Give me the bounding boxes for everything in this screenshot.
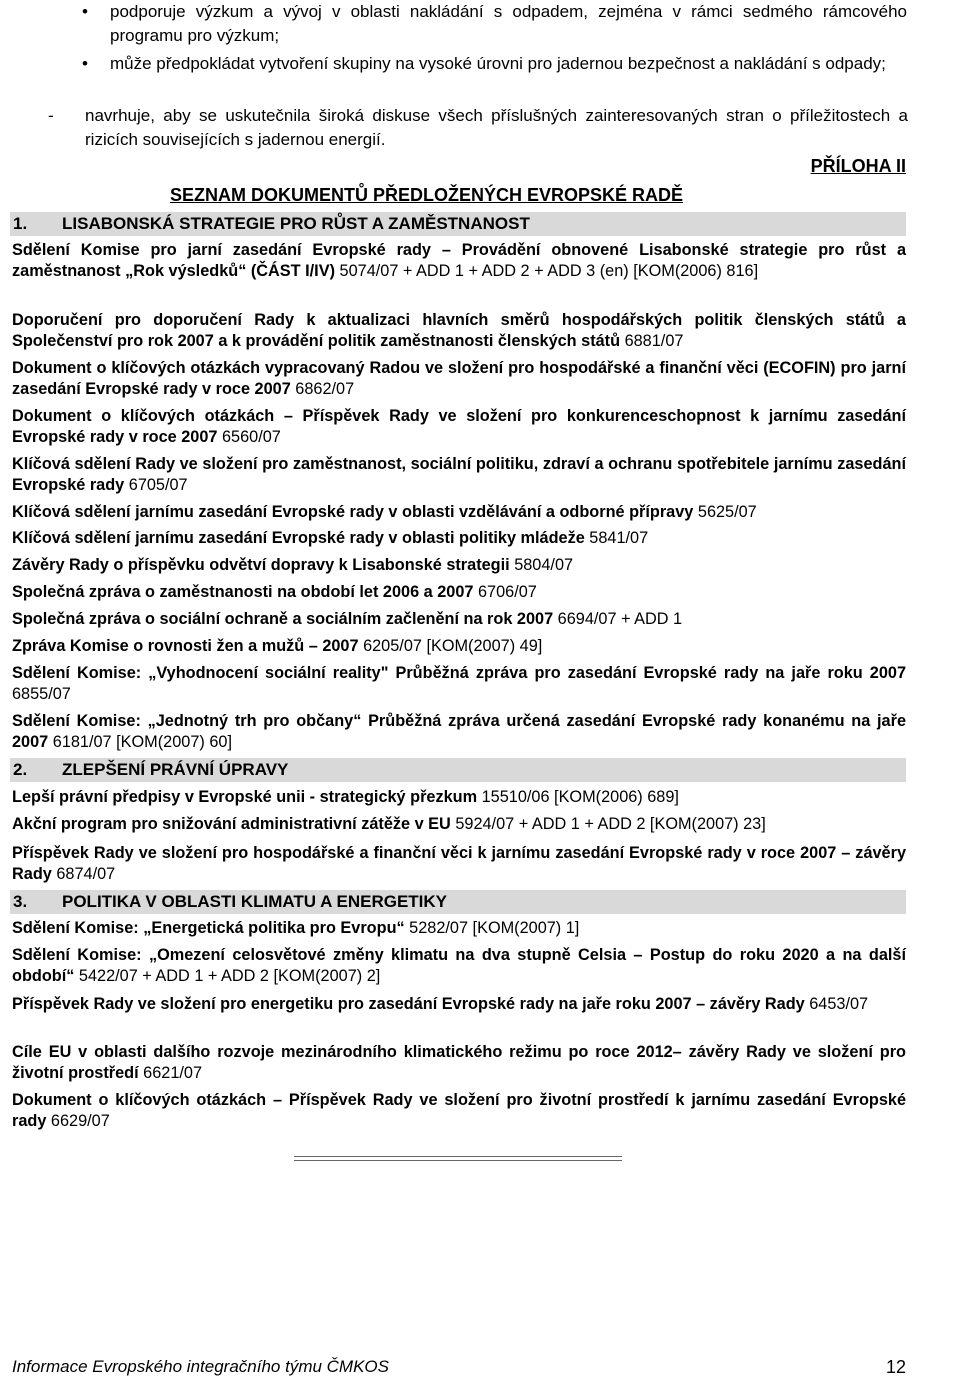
entry-reference: 6205/07 [KOM(2007) 49]	[358, 637, 543, 655]
entry-reference: 5074/07 + ADD 1 + ADD 2 + ADD 3 (en) [KOM(2006) 816]	[335, 262, 759, 280]
entry-reference: 6694/07 + ADD 1	[553, 610, 683, 628]
bullet-text: podporuje výzkum a vývoj v oblasti nakládání s odpadem, zejména v rámci sedmého rámcového programu pro výzkum;	[110, 2, 907, 45]
document-entry	[12, 454, 906, 496]
entry-reference: 6706/07	[473, 583, 537, 601]
section-number: 1.	[13, 214, 28, 233]
document-entry	[12, 636, 906, 657]
dash-text: navrhuje, aby se uskutečnila široká diskuse všech příslušných zainteresovaných stran o příležitostech a rizicích souvisejících s jadernou energií.	[85, 106, 908, 149]
entry-title: Příspěvek Rady ve složení pro hospodářské a finanční věci k jarnímu zasedání Evropské rady v roce 2007 – závěry Rady	[12, 844, 906, 883]
section-heading	[10, 212, 906, 236]
bullet-marker: •	[82, 54, 88, 73]
bullet-text: může předpokládat vytvoření skupiny na vysoké úrovni pro jadernou bezpečnost a nakládání s odpady;	[110, 54, 886, 73]
footer-text: Informace Evropského integračního týmu ČMKOS	[12, 1357, 389, 1376]
section-title: ZLEPŠENÍ PRÁVNÍ ÚPRAVY	[62, 760, 289, 779]
entry-title: Klíčová sdělení jarnímu zasedání Evropské rady v oblasti politiky mládeže	[12, 529, 585, 547]
section-number: 2.	[13, 760, 28, 779]
entry-reference: 5422/07 + ADD 1 + ADD 2 [KOM(2007) 2]	[74, 967, 381, 985]
entry-title: Klíčová sdělení jarnímu zasedání Evropské rady v oblasti vzdělávání a odborné přípravy	[12, 503, 694, 521]
section-title: LISABONSKÁ STRATEGIE PRO RŮST A ZAMĚSTNANOST	[62, 214, 530, 233]
document-entry	[12, 582, 906, 603]
section-number: 3.	[13, 892, 28, 911]
document-entry	[12, 814, 906, 835]
document-entry	[12, 711, 906, 753]
entry-reference: 6881/07	[620, 332, 684, 350]
entry-reference: 5924/07 + ADD 1 + ADD 2 [KOM(2007) 23]	[450, 815, 766, 833]
annex-label: PŘÍLOHA II	[810, 156, 906, 176]
entry-reference: 6874/07	[51, 865, 116, 883]
document-entry	[12, 787, 906, 808]
entry-title: Společná zpráva o sociální ochraně a sociálním začlenění na rok 2007	[12, 610, 554, 628]
dash-marker: -	[48, 106, 54, 125]
entry-title: Akční program pro snižování administrativní zátěže v EU	[12, 815, 451, 833]
document-entry	[12, 1042, 906, 1084]
document-entry	[12, 918, 906, 939]
document-entry	[12, 240, 906, 282]
document-entry	[12, 663, 906, 705]
document-list-title: SEZNAM DOKUMENTŮ PŘEDLOŽENÝCH EVROPSKÉ RADĚ	[170, 185, 684, 205]
document-entry	[12, 310, 906, 352]
document-entry	[12, 528, 906, 549]
document-entry	[12, 358, 906, 400]
separator-line	[294, 1160, 622, 1161]
entry-title: Lepší právní předpisy v Evropské unii - strategický přezkum	[12, 788, 478, 806]
entry-reference: 6181/07 [KOM(2007) 60]	[48, 733, 232, 751]
bullet-marker: •	[82, 2, 88, 21]
document-entry	[12, 945, 906, 987]
document-entry	[12, 994, 906, 1015]
entry-title: Dokument o klíčových otázkách – Příspěvek Rady ve složení pro konkurenceschopnost k jarnímu zasedání Evropské rady v roce 2007	[12, 407, 906, 446]
entry-title: Doporučení pro doporučení Rady k aktualizaci hlavních směrů hospodářských politik členských států a Společenství pro rok 2007 a k provádění politik zaměstnanosti členských států	[12, 311, 906, 350]
entry-title: Sdělení Komise: „Energetická politika pro Evropu“	[12, 919, 405, 937]
entry-title: Cíle EU v oblasti dalšího rozvoje mezinárodního klimatického režimu po roce 2012– závěry Rady ve složení pro životní prostředí	[12, 1043, 906, 1082]
document-entry	[12, 843, 906, 885]
entry-reference: 6629/07	[46, 1112, 110, 1130]
document-entry	[12, 502, 906, 523]
entry-reference: 6621/07	[138, 1064, 203, 1082]
entry-title: Sdělení Komise: „Vyhodnocení sociální reality" Průběžná zpráva pro zasedání Evropské rady na jaře roku 2007	[12, 664, 906, 682]
document-entry	[12, 1090, 906, 1132]
entry-title: Klíčová sdělení Rady ve složení pro zaměstnanost, sociální politiku, zdraví a ochranu spotřebitele jarnímu zasedání Evropské rady	[12, 455, 906, 494]
entry-title: Závěry Rady o příspěvku odvětví dopravy k Lisabonské strategii	[12, 556, 510, 574]
entry-reference: 6855/07	[12, 685, 71, 703]
entry-reference: 6705/07	[124, 476, 188, 494]
section-heading	[10, 758, 906, 782]
entry-reference: 5804/07	[509, 556, 574, 574]
entry-title: Dokument o klíčových otázkách – Příspěvek Rady ve složení pro životní prostředí k jarnímu zasedání Evropské rady	[12, 1091, 906, 1130]
document-entry	[12, 406, 906, 448]
page-number: 12	[885, 1357, 906, 1377]
entry-reference: 5625/07	[693, 503, 757, 521]
entry-reference: 6560/07	[217, 428, 281, 446]
separator-line	[294, 1156, 622, 1157]
entry-reference: 6862/07	[290, 380, 355, 398]
entry-reference: 6453/07	[804, 995, 869, 1013]
entry-title: Sdělení Komise: „Omezení celosvětové změny klimatu na dva stupně Celsia – Postup do roku 2020 a na další období“	[12, 946, 906, 985]
document-entry	[12, 609, 906, 630]
entry-title: Dokument o klíčových otázkách vypracovaný Radou ve složení pro hospodářské a finanční věci (ECOFIN) pro jarní zasedání Evropské rady v roce 2007	[12, 359, 906, 398]
entry-title: Sdělení Komise pro jarní zasedání Evropské rady – Provádění obnovené Lisabonské strategie pro růst a zaměstnanost „Rok výsledků“ (ČÁST I/IV)	[12, 241, 906, 280]
entry-reference: 15510/06 [KOM(2006) 689]	[477, 788, 679, 806]
section-heading	[10, 890, 906, 914]
intro-dash-item	[48, 104, 908, 152]
entry-title: Zpráva Komise o rovnosti žen a mužů – 2007	[12, 637, 359, 655]
intro-bullet	[82, 52, 907, 76]
entry-title: Sdělení Komise: „Jednotný trh pro občany“ Průběžná zpráva určená zasedání Evropské rady konanému na jaře 2007	[12, 712, 906, 751]
entry-title: Příspěvek Rady ve složení pro energetiku pro zasedání Evropské rady na jaře roku 2007 – závěry Rady	[12, 995, 805, 1013]
entry-reference: 5841/07	[584, 529, 649, 547]
entry-reference: 5282/07 [KOM(2007) 1]	[404, 919, 580, 937]
document-entry	[12, 555, 906, 576]
section-title: POLITIKA V OBLASTI KLIMATU A ENERGETIKY	[62, 892, 448, 911]
intro-bullet	[82, 0, 907, 48]
entry-title: Společná zpráva o zaměstnanosti na období let 2006 a 2007	[12, 583, 474, 601]
